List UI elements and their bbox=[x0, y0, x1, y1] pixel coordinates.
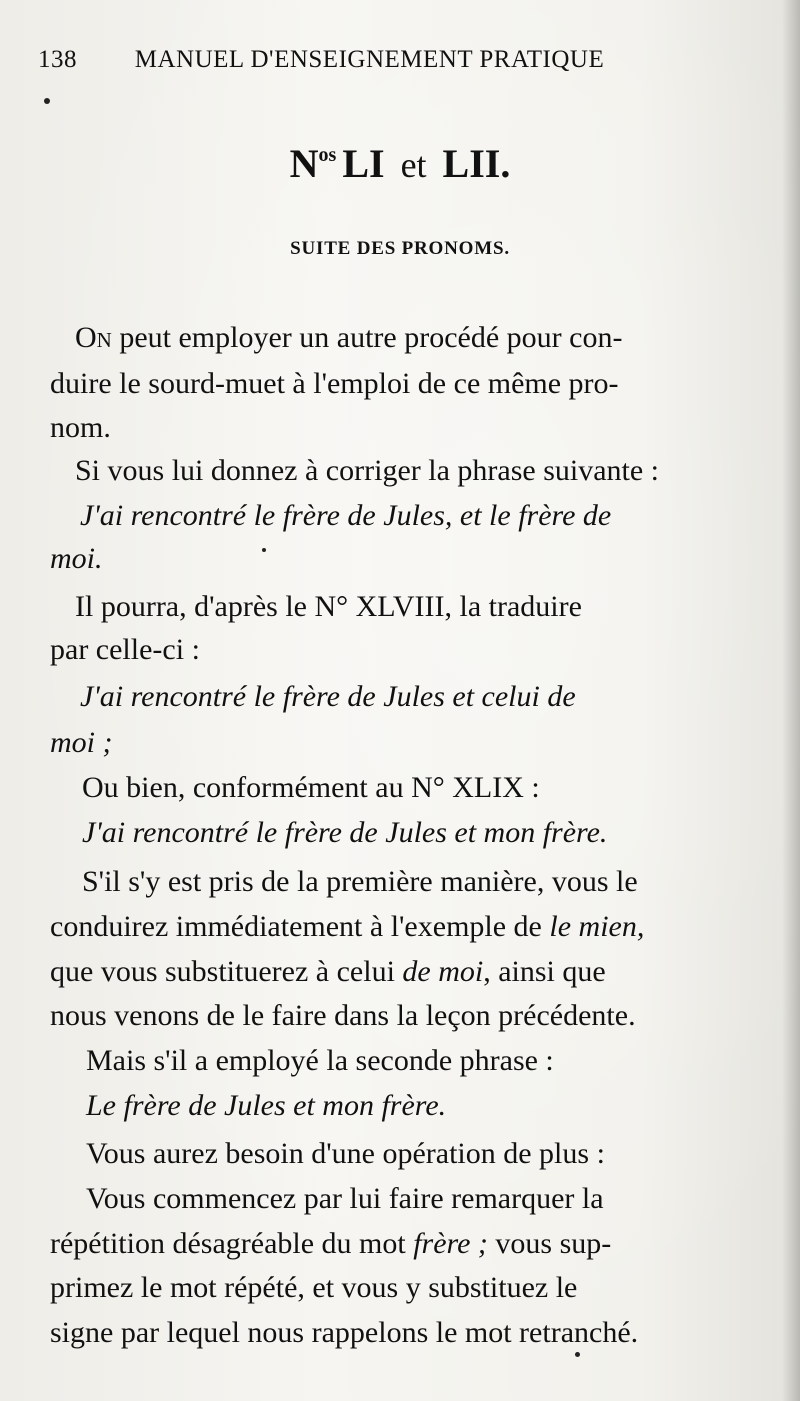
text-line: Vous commencez par lui faire remarquer la bbox=[86, 1182, 604, 1215]
line-italic: frère ; bbox=[413, 1227, 488, 1260]
text-line: Il pourra, d'après le N° XLVIII, la traduire bbox=[75, 590, 582, 623]
line-text: que vous substituerez à celui bbox=[50, 955, 403, 988]
text-line: Si vous lui donnez à corriger la phrase suivante : bbox=[75, 454, 660, 487]
page-number: 138 bbox=[38, 46, 77, 73]
text-line: Mais s'il a employé la seconde phrase : bbox=[86, 1044, 554, 1077]
text-line: signe par lequel nous rappelons le mot retranché. bbox=[50, 1316, 639, 1349]
line-text: peut employer un autre procédé pour con- bbox=[111, 321, 623, 354]
line-text: vous sup- bbox=[487, 1227, 612, 1260]
title-prefix: N bbox=[289, 141, 319, 186]
ink-speck bbox=[44, 98, 50, 104]
text-line bbox=[50, 1222, 760, 1266]
example-sentence: J'ai rencontré le frère de Jules, et le frère de bbox=[80, 499, 612, 532]
text-line: primez le mot répété, et vous y substituez le bbox=[50, 1271, 578, 1304]
section-title bbox=[0, 140, 800, 187]
text-line: S'il s'y est pris de la première manière, vous le bbox=[82, 865, 638, 898]
line-italic: le mien, bbox=[549, 910, 645, 943]
text-line: nom. bbox=[50, 411, 111, 444]
line-text: conduirez immédiatement à l'exemple de bbox=[50, 910, 550, 943]
line-text: répétition désagréable du mot bbox=[50, 1227, 414, 1260]
running-head-title: MANUEL D'ENSEIGNEMENT PRATIQUE bbox=[134, 46, 605, 73]
text-line: Ou bien, conformément au N° XLIX : bbox=[82, 771, 540, 804]
running-header bbox=[38, 46, 678, 74]
line-italic: de moi bbox=[402, 955, 484, 988]
ink-speck bbox=[575, 1352, 580, 1357]
drop-word: On bbox=[75, 321, 112, 354]
example-sentence: J'ai rencontré le frère de Jules et celui de bbox=[80, 680, 576, 713]
example-sentence: moi ; bbox=[50, 726, 113, 759]
text-line bbox=[50, 905, 760, 949]
text-line bbox=[75, 316, 760, 360]
text-line bbox=[50, 950, 760, 994]
example-sentence: Le frère de Jules et mon frère. bbox=[86, 1089, 447, 1122]
text-line: nous venons de le faire dans la leçon précédente. bbox=[50, 999, 636, 1032]
page-edge-shadow bbox=[782, 0, 800, 1401]
title-left-number: LI bbox=[342, 141, 385, 186]
title-right-number: LII. bbox=[442, 141, 511, 186]
ink-speck bbox=[262, 548, 266, 552]
section-subtitle: SUITE DES PRONOMS. bbox=[290, 238, 510, 259]
line-text: , ainsi que bbox=[483, 955, 606, 988]
text-line: duire le sourd-muet à l'emploi de ce même pro- bbox=[50, 367, 619, 400]
title-superscript: os bbox=[318, 144, 337, 166]
example-sentence: moi. bbox=[50, 542, 103, 575]
text-line: par celle-ci : bbox=[50, 633, 200, 666]
title-conjunction: et bbox=[400, 145, 427, 185]
example-sentence: J'ai rencontré le frère de Jules et mon frère. bbox=[82, 816, 608, 849]
text-line: Vous aurez besoin d'une opération de plus : bbox=[86, 1137, 605, 1170]
